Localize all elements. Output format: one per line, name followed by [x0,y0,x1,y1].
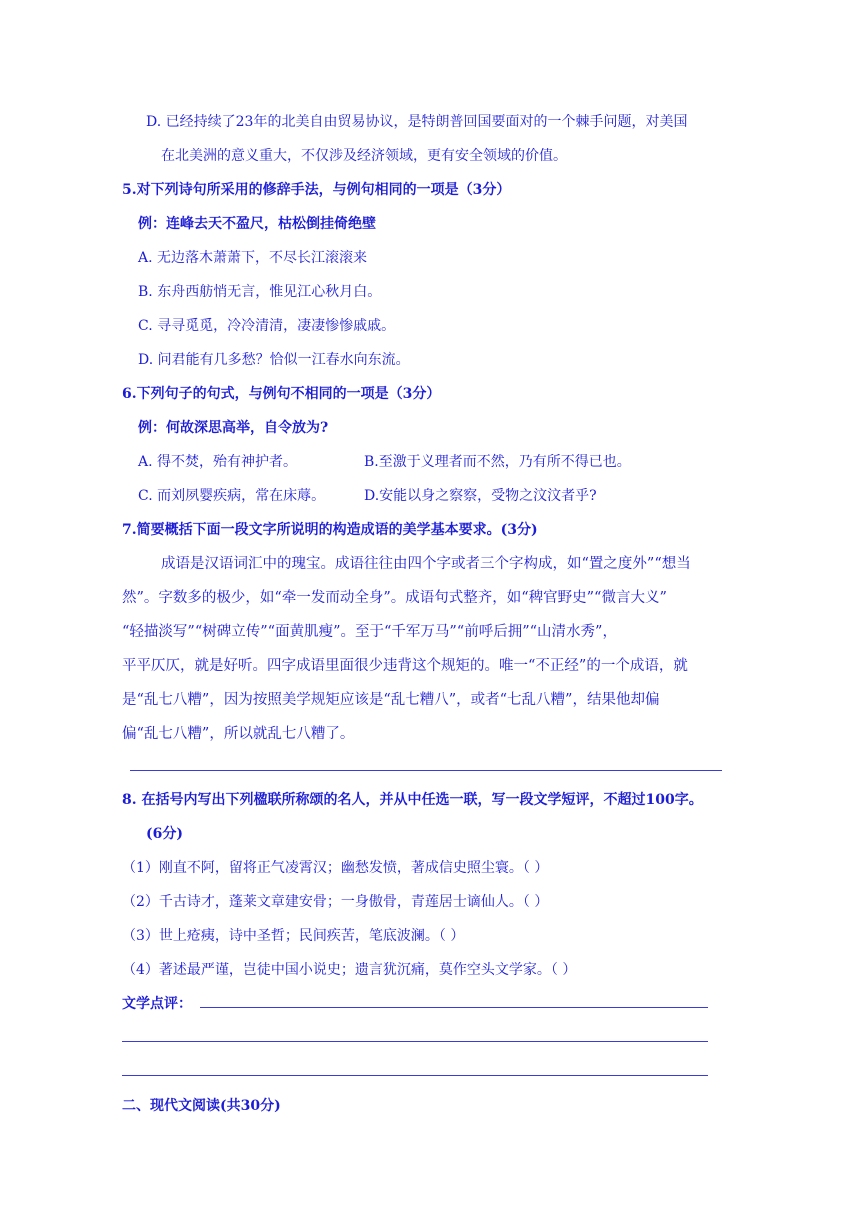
q8-couplet-4: （4）著述最严谨，岂徒中国小说史；遗言犹沉痛，莫作空头文学家。（ ） [122,962,577,978]
q8-couplet-2: （2）千古诗才，蓬莱文章建安骨；一身傲骨，青莲居士谪仙人。（ ） [122,894,549,910]
q8-comment-answer-line[interactable] [122,1075,708,1076]
q7-answer-line[interactable] [130,770,722,771]
q8-comment-label: 文学点评： [122,996,192,1012]
q5-option-b: B. 东舟西舫悄无言，惟见江心秋月白。 [138,284,382,300]
q7-passage-line: 然”。字数多的极少，如“牵一发而动全身”。成语句式整齐，如“稗官野史”“微言大义” [122,590,667,606]
q5-option-c: C. 寻寻觅觅，冷冷清清，凄凄惨惨戚戚。 [138,318,396,334]
q7-passage-line: 成语是汉语词汇中的瑰宝。成语往往由四个字或者三个字构成，如“置之度外”“想当 [161,556,691,572]
q8-comment-answer-line[interactable] [122,1041,708,1042]
q6-option-d: D.安能以身之察察，受物之汶汶者乎? [364,488,597,504]
q4-option-d-line2: 在北美洲的意义重大，不仅涉及经济领域，更有安全领域的价值。 [161,148,567,164]
q5-option-d: D. 问君能有几多愁？恰似一江春水向东流。 [138,352,410,368]
q8-couplet-3: （3）世上疮痍，诗中圣哲；民间疾苦，笔底波澜。（ ） [122,928,465,944]
q5-example: 例：连峰去天不盈尺，枯松倒挂倚绝壁 [138,216,376,232]
q5-option-a: A. 无边落木萧萧下，不尽长江滚滚来 [138,250,368,266]
q6-stem: 6.下列句子的句式，与例句不相同的一项是（3分） [122,386,441,402]
q6-option-a: A. 得不焚，殆有神护者。 [138,454,298,470]
q6-example: 例：何故深思高举，自令放为? [138,420,329,436]
q8-couplet-1: （1）刚直不阿，留将正气凌霄汉；幽愁发愤，著成信史照尘寰。（ ） [122,860,549,876]
q8-stem-line1: 8. 在括号内写出下列楹联所称颂的名人，并从中任选一联，写一段文学短评，不超过100字。 [122,792,703,808]
q8-comment-answer-line[interactable] [200,1007,708,1008]
section2-heading: 二、现代文阅读(共30分) [122,1098,281,1114]
q8-stem-line2: (6分) [146,826,183,842]
q6-option-b: B.至激于义理者而不然，乃有所不得已也。 [364,454,631,470]
q5-stem: 5.对下列诗句所采用的修辞手法，与例句相同的一项是（3分） [122,182,511,198]
q4-option-d-line1: D. 已经持续了23年的北美自由贸易协议，是特朗普回国要面对的一个棘手问题，对美国 [146,114,688,130]
q7-stem: 7.简要概括下面一段文字所说明的构造成语的美学基本要求。(3分) [122,522,538,538]
q7-passage-line: 偏“乱七八糟”，所以就乱七八糟了。 [122,726,355,742]
q6-option-c: C. 而刘夙婴疾病，常在床蓐。 [138,488,326,504]
q7-passage-line: “轻描淡写”“树碑立传”“面黄肌瘦”。至于“千军万马”“前呼后拥”“山清水秀”， [122,624,617,640]
q7-passage-line: 是“乱七八糟”，因为按照美学规矩应该是“乱七糟八”，或者“七乱八糟”，结果他却偏 [122,692,660,708]
q7-passage-line: 平平仄仄，就是好听。四字成语里面很少违背这个规矩的。唯一“不正经”的一个成语，就 [122,658,688,674]
